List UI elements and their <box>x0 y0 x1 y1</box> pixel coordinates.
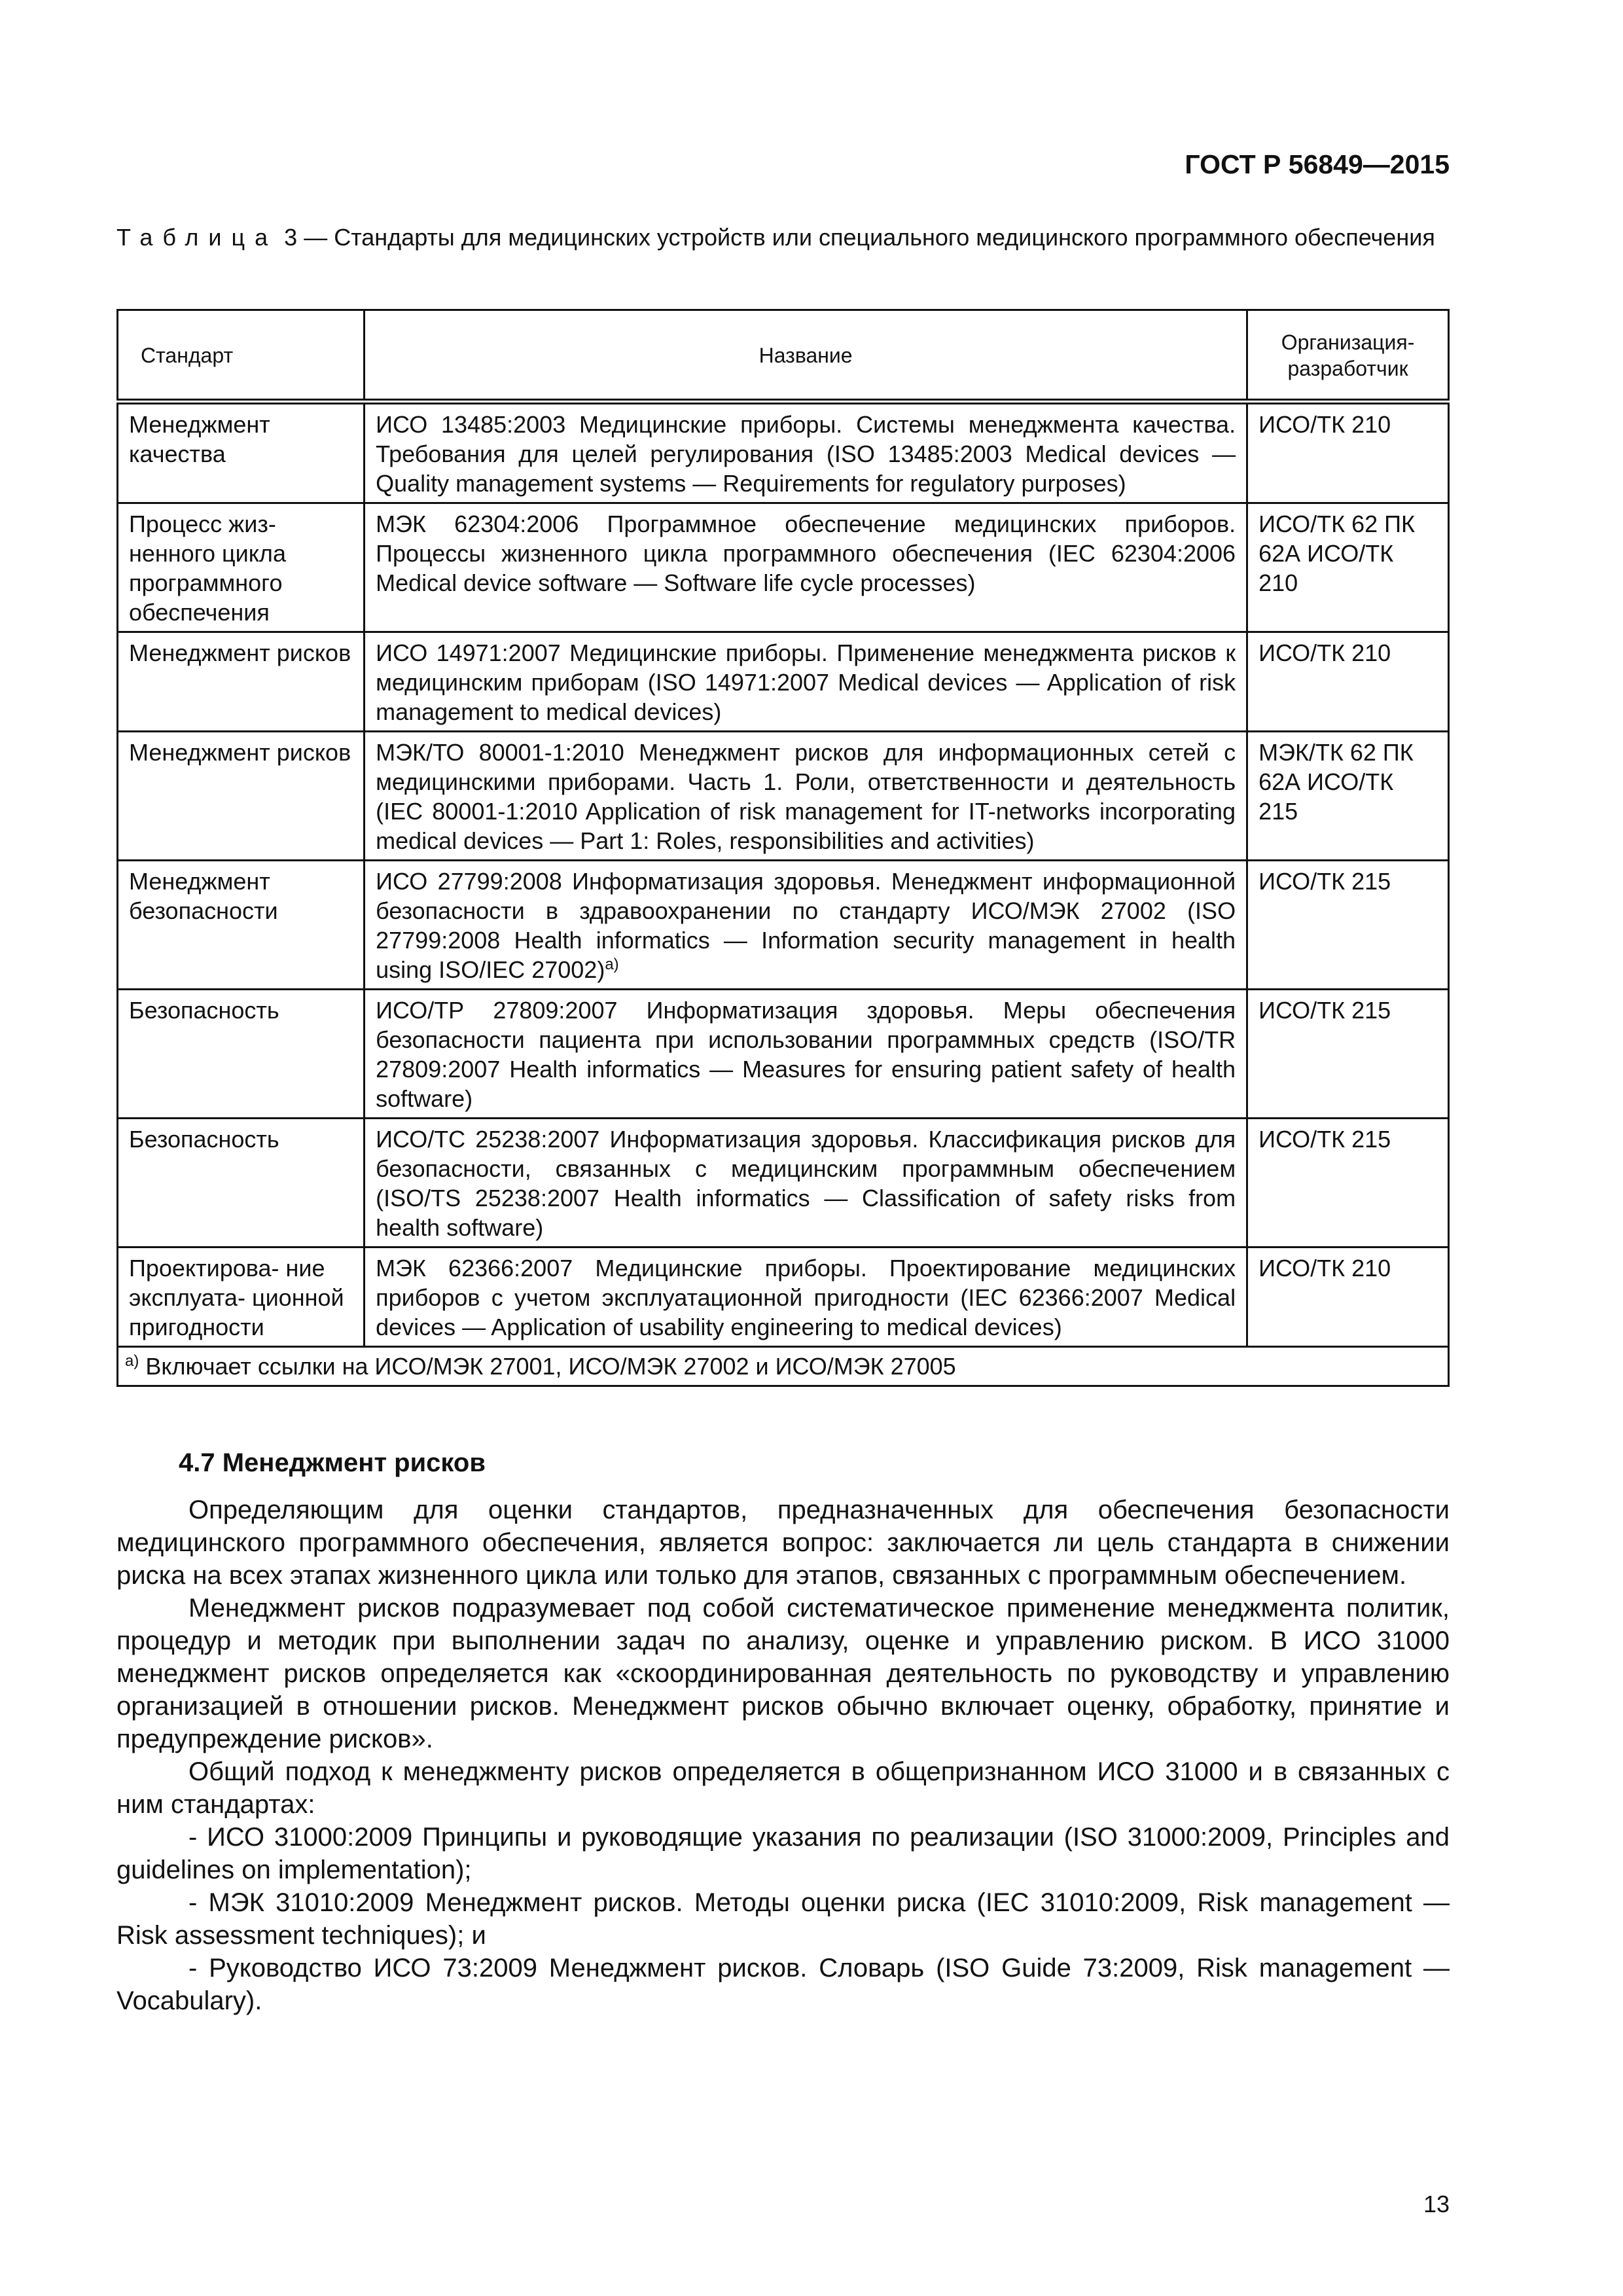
cell-org: ИСО/ТК 62 ПК 62А ИСО/ТК 210 <box>1247 503 1449 632</box>
cell-name-text: ИСО 27799:2008 Информатизация здоровья. Менеджмент информационной безопасности в здравоохранении по стандарту ИСО/МЭК 27002 (ISO 27799:2008 Health informatics — Information security management in health using ISO/IEC 27002) <box>376 868 1236 983</box>
list-item: - ИСО 31000:2009 Принципы и руководящие указания по реализации (ISO 31000:2009, Principles and guidelines on implementation); <box>116 1823 1450 1884</box>
column-header-name: Название <box>365 310 1247 402</box>
table-row <box>118 861 1449 990</box>
table-row <box>118 990 1449 1119</box>
section-heading: 4.7 Менеджмент рисков <box>179 1448 486 1477</box>
table-row <box>118 402 1449 503</box>
cell-org: ИСО/ТК 215 <box>1247 861 1449 990</box>
cell-name: МЭК 62366:2007 Медицинские приборы. Проектирование медицинских приборов с учетом эксплуатационной пригодности (IEC 62366:2007 Medical devices — Application of usability engineering to medical devices) <box>365 1247 1247 1347</box>
column-header-standard: Стандарт <box>118 310 365 402</box>
cell-org: ИСО/ТК 210 <box>1247 402 1449 503</box>
table-header-row <box>118 310 1449 402</box>
footnote-mark: a) <box>125 1352 139 1370</box>
cell-standard: Менеджмент безопасности <box>118 861 365 990</box>
section-body <box>116 1446 1450 2017</box>
paragraph: Определяющим для оценки стандартов, предназначенных для обеспечения безопасности медицинского программного обеспечения, является вопрос: заключается ли цель стандарта в снижении риска на всех этапах жизненного цикла или только для этапов, связанных с программным обеспечением. <box>116 1496 1450 1590</box>
table-caption-text: 3 — Стандарты для медицинских устройств или специального медицинского программного обеспечения <box>284 224 1435 251</box>
cell-standard: Безопасность <box>118 1119 365 1247</box>
cell-name: ИСО/ТС 25238:2007 Информатизация здоровья. Классификация рисков для безопасности, связанных с медицинским программным обеспечением (ISO/TS 25238:2007 Health informatics — Classification of safety risks from health software) <box>365 1119 1247 1247</box>
cell-name: МЭК/ТО 80001-1:2010 Менеджмент рисков для информационных сетей с медицинскими приборами. Часть 1. Роли, ответственности и деятельность (IEC 80001-1:2010 Application of risk management for IT-networks incorporating medical devices — Part 1: Roles, responsibilities and activities) <box>365 732 1247 861</box>
table-row <box>118 503 1449 632</box>
cell-name: МЭК 62304:2006 Программное обеспечение медицинских приборов. Процессы жизненного цикла программного обеспечения (IEC 62304:2006 Medical device software — Software life cycle processes) <box>365 503 1247 632</box>
table-row <box>118 1247 1449 1347</box>
list-item: - Руководство ИСО 73:2009 Менеджмент рисков. Словарь (ISO Guide 73:2009, Risk management — Vocabulary). <box>116 1954 1450 2015</box>
cell-name: ИСО 14971:2007 Медицинские приборы. Применение менеджмента рисков к медицинским приборам (ISO 14971:2007 Medical devices — Application of risk management to medical devices) <box>365 632 1247 732</box>
table-row <box>118 732 1449 861</box>
cell-name <box>365 861 1247 990</box>
cell-standard: Менеджмент рисков <box>118 632 365 732</box>
table-caption-label: Таблица <box>116 224 278 251</box>
paragraph: Общий подход к менеджменту рисков определяется в общепризнанном ИСО 31000 и в связанных с ним стандартах: <box>116 1757 1450 1819</box>
footnote-text: Включает ссылки на ИСО/МЭК 27001, ИСО/МЭК 27002 и ИСО/МЭК 27005 <box>145 1353 956 1380</box>
cell-org: МЭК/ТК 62 ПК 62А ИСО/ТК 215 <box>1247 732 1449 861</box>
cell-org: ИСО/ТК 215 <box>1247 990 1449 1119</box>
cell-standard: Проектирова- ние эксплуата- ционной пригодности <box>118 1247 365 1347</box>
document-code: ГОСТ Р 56849—2015 <box>1185 149 1450 179</box>
footnote-reference: a) <box>605 956 619 973</box>
cell-standard: Менеджмент качества <box>118 402 365 503</box>
list-item: - МЭК 31010:2009 Менеджмент рисков. Методы оценки риска (IEC 31010:2009, Risk management — Risk assessment techniques); и <box>116 1888 1450 1950</box>
cell-org: ИСО/ТК 215 <box>1247 1119 1449 1247</box>
cell-name: ИСО/ТР 27809:2007 Информатизация здоровья. Меры обеспечения безопасности пациента при использовании программных средств (ISO/TR 27809:2007 Health informatics — Measures for ensuring patient safety of health software) <box>365 990 1247 1119</box>
table-row <box>118 632 1449 732</box>
cell-standard: Процесс жиз- ненного цикла программного обеспечения <box>118 503 365 632</box>
table-footnote-row <box>118 1347 1449 1386</box>
page-number: 13 <box>1423 2191 1450 2217</box>
cell-standard: Менеджмент рисков <box>118 732 365 861</box>
table-footnote <box>118 1347 1449 1386</box>
cell-org: ИСО/ТК 210 <box>1247 632 1449 732</box>
column-header-org: Организация-разработчик <box>1247 310 1449 402</box>
table-caption <box>116 223 1448 253</box>
cell-standard: Безопасность <box>118 990 365 1119</box>
cell-name: ИСО 13485:2003 Медицинские приборы. Системы менеджмента качества. Требования для целей регулирования (ISO 13485:2003 Medical devices — Quality management systems — Requirements for regulatory purposes) <box>365 402 1247 503</box>
table-row <box>118 1119 1449 1247</box>
paragraph: Менеджмент рисков подразумевает под собой систематическое применение менеджмента политик, процедур и методик при выполнении задач по анализу, оценке и управлению риском. В ИСО 31000 менеджмент рисков определяется как «скоординированная деятельность по руководству и управлению организацией в отношении рисков. Менеджмент рисков обычно включает оценку, обработку, принятие и предупреждение рисков». <box>116 1594 1450 1753</box>
cell-org: ИСО/ТК 210 <box>1247 1247 1449 1347</box>
standards-table <box>116 309 1450 1387</box>
